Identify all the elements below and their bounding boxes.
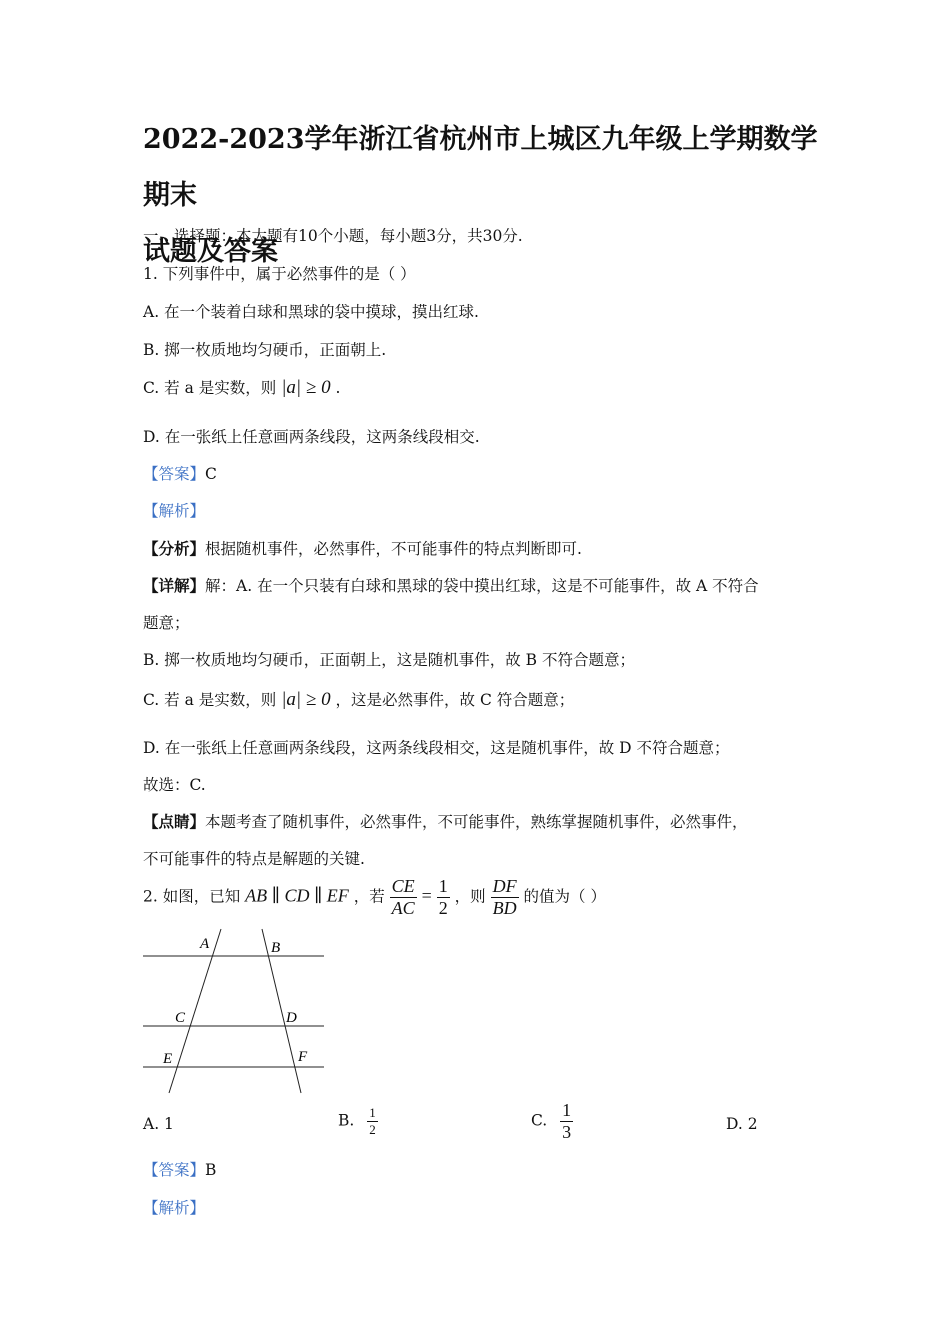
answer-value: C xyxy=(205,465,217,483)
equals-sign: = xyxy=(421,885,432,906)
section-heading: 一、选择题：本大题有10个小题，每小题3分，共30分. xyxy=(143,227,523,245)
xiangjie-c-end: ，这是必然事件，故 C 符合题意； xyxy=(335,691,575,709)
q1-option-d: D. 在一张纸上任意画两条线段，这两条线段相交. xyxy=(143,428,480,446)
q2-option-c: C. $\frac{1}{3}$ xyxy=(531,1100,572,1142)
label-e: E xyxy=(163,1051,173,1067)
dianjing-text: 本题考查了随机事件，必然事件，不可能事件，熟练掌握随机事件，必然事件， xyxy=(205,813,748,831)
q2-answer xyxy=(143,1158,216,1180)
q2-option-a: A. 1 xyxy=(143,1115,174,1133)
q1-option-c-end: . xyxy=(335,379,341,397)
fenxi-tag: 【分析】 xyxy=(143,539,206,558)
fraction-ce-ac: $\frac{CE}{AC}$ xyxy=(391,876,415,918)
q1-xiangjie-cont: 题意； xyxy=(143,614,190,632)
q2-stem-text: 2. 如图，已知 xyxy=(143,887,241,906)
abs-expression: |a| ≥ 0 xyxy=(281,377,331,398)
dianjing-tag: 【点睛】 xyxy=(143,812,206,831)
title-line-1: 2022-2023学年浙江省杭州市上城区九年级上学期数学期末 xyxy=(143,124,818,211)
answer-value: B xyxy=(205,1161,217,1179)
document-title xyxy=(143,112,823,280)
q1-xiangjie xyxy=(143,574,759,596)
xiangjie-c-text: C. 若 a 是实数，则 xyxy=(143,691,277,709)
q1-xiangjie-d: D. 在一张纸上任意画两条线段，这两条线段相交，这是随机事件，故 D 不符合题意； xyxy=(143,739,730,757)
q1-dianjing xyxy=(143,810,748,832)
fraction-one-half: $\frac{1}{2}$ xyxy=(369,1105,376,1137)
q1-dianjing-cont: 不可能事件的特点是解题的关键. xyxy=(143,850,365,868)
fraction-df-bd: $\frac{DF}{BD}$ xyxy=(492,876,517,918)
parallel-expression: AB ∥ CD ∥ EF xyxy=(245,885,349,906)
xiangjie-text: 解：A. 在一个只装有白球和黑球的袋中摸出红球，这是不可能事件，故 A 不符合 xyxy=(205,577,759,595)
q1-option-c xyxy=(143,376,340,399)
answer-tag: 【答案】 xyxy=(143,1161,206,1179)
q1-fenxi xyxy=(143,537,582,559)
q1-option-c-text: C. 若 a 是实数，则 xyxy=(143,379,277,397)
fraction-one-half: $\frac{1}{2}$ xyxy=(438,876,448,918)
parallel-lines-figure xyxy=(143,925,328,1097)
q2-option-b: B. $\frac{1}{2}$ xyxy=(338,1105,376,1137)
q2-stem-mid2: ，则 xyxy=(454,887,486,906)
q1-xiangjie-c xyxy=(143,688,574,711)
label-a: A xyxy=(200,936,210,952)
fraction-one-third: $\frac{1}{3}$ xyxy=(562,1100,572,1142)
fenxi-text: 根据随机事件，必然事件，不可能事件的特点判断即可. xyxy=(205,540,582,558)
q2-analysis-heading xyxy=(143,1196,205,1218)
abs-expression: |a| ≥ 0 xyxy=(281,689,331,710)
q1-stem: 1. 下列事件中，属于必然事件的是（ ） xyxy=(143,265,416,283)
q1-answer xyxy=(143,462,217,484)
title-line-2: 试题及答案 xyxy=(143,236,278,267)
q1-guxuan: 故选：C. xyxy=(143,776,206,794)
label-b: B xyxy=(271,940,281,956)
label-d: D xyxy=(286,1010,297,1026)
q2-option-d: D. 2 xyxy=(726,1115,758,1133)
xiangjie-tag: 【详解】 xyxy=(143,576,206,595)
label-c: C xyxy=(175,1010,186,1026)
q1-analysis-heading xyxy=(143,499,205,521)
label-f: F xyxy=(298,1049,308,1065)
q1-option-b: B. 掷一枚质地均匀硬币，正面朝上. xyxy=(143,341,387,359)
q2-stem-end: 的值为（ ） xyxy=(523,887,606,906)
analysis-tag: 【解析】 xyxy=(143,1199,206,1217)
analysis-tag: 【解析】 xyxy=(143,502,206,520)
q2-stem xyxy=(143,876,606,919)
q1-xiangjie-b: B. 掷一枚质地均匀硬币，正面朝上，这是随机事件，故 B 不符合题意； xyxy=(143,651,635,669)
q2-stem-mid: ，若 xyxy=(353,887,385,906)
answer-tag: 【答案】 xyxy=(143,465,206,483)
q1-option-a: A. 在一个装着白球和黑球的袋中摸球，摸出红球. xyxy=(143,303,479,321)
